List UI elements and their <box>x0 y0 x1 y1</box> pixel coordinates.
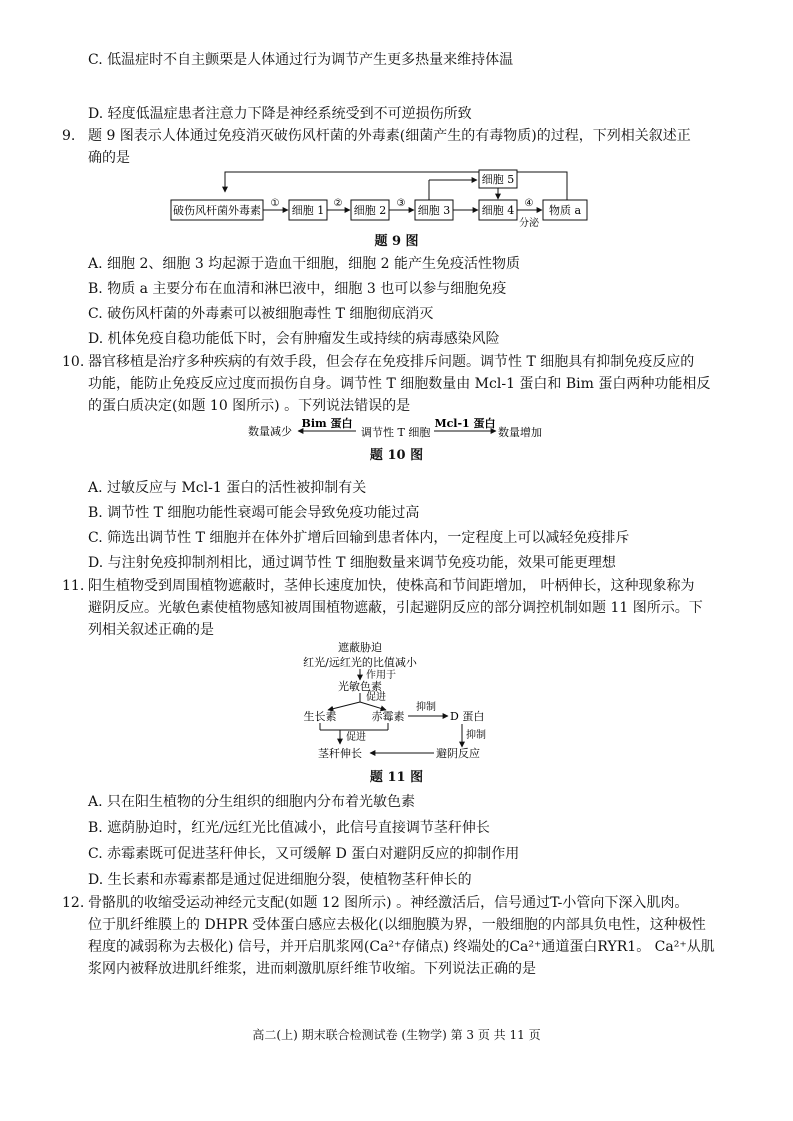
q11-stem-line2: 避阴反应。光敏色素使植物感知被周围植物遮蔽，引起避阴反应的部分调控机制如题 11 图所示。下 <box>88 600 703 616</box>
q12-number: 12. <box>62 895 85 911</box>
q10-figure-caption: 题 10 图 <box>369 448 424 463</box>
q8-option-c: C. 低温症时不自主颤栗是人体通过行为调节产生更多热量来维持体温 <box>88 52 514 68</box>
q9-substance-label: 物质 a <box>548 204 582 217</box>
q9-cell2-label: 细胞 2 <box>353 204 387 217</box>
q9-option-c: C. 破伤风杆菌的外毒素可以被细胞毒性 T 细胞彻底消灭 <box>88 306 434 322</box>
q12-stem-line2: 位于肌纤维膜上的 DHPR 受体蛋白感应去极化(以细胞膜为界，一般细胞的内部具负电性，这种极性 <box>88 917 706 933</box>
q9-option-b: B. 物质 a 主要分布在血清和淋巴液中，细胞 3 也可以参与细胞免疫 <box>88 281 507 297</box>
q12-stem-line1: 骨骼肌的收缩受运动神经元支配(如题 12 图所示) 。神经激活后，信号通过T-小管向下深入肌肉。 <box>88 895 689 911</box>
q11-option-c: C. 赤霉素既可促进茎秆伸长，又可缓解 D 蛋白对避阴反应的抑制作用 <box>88 846 520 862</box>
q9-diagram <box>165 168 605 230</box>
q11-number: 11. <box>62 578 85 594</box>
q10-mcl-label: Mcl-1 蛋白 <box>434 417 496 430</box>
q9-number: 9. <box>62 128 76 144</box>
q10-option-c: C. 筛选出调节性 T 细胞并在体外扩增后回输到患者体内，一定程度上可以减轻免疫排斥 <box>88 530 630 546</box>
q8-option-d: D. 轻度低温症患者注意力下降是神经系统受到不可逆损伤所致 <box>88 106 472 122</box>
q9-step3: ③ <box>396 198 406 209</box>
q10-stem-line3: 的蛋白质决定(如题 10 图所示) 。下列说法错误的是 <box>88 398 411 414</box>
q10-increase-label: 数量增加 <box>498 426 542 439</box>
q9-figure-caption: 题 9 图 <box>374 234 419 249</box>
page-footer: 高二(上) 期末联合检测试卷 (生物学) 第 3 页 共 11 页 <box>252 1028 541 1042</box>
q11-promote1-label: 促进 <box>366 692 386 703</box>
q9-option-d: D. 机体免疫自稳功能低下时，会有肿瘤发生或持续的病毒感染风险 <box>88 331 500 347</box>
q9-secrete-label: 分泌 <box>519 218 539 229</box>
q11-acts-label: 作用于 <box>366 670 396 681</box>
q11-stem-line3: 列相关叙述正确的是 <box>88 622 214 638</box>
q11-promote2-label: 促进 <box>346 732 366 743</box>
q9-step2: ② <box>333 198 343 209</box>
q9-step4: ④ <box>524 198 534 209</box>
q10-bim-label: Bim 蛋白 <box>301 417 353 430</box>
q11-shade-label: 遮蔽胁迫 <box>338 641 382 654</box>
q10-decrease-label: 数量减少 <box>248 425 292 438</box>
q11-option-a: A. 只在阳生植物的分生组织的细胞内分布着光敏色素 <box>88 794 416 810</box>
q11-inhibit1-label: 抑制 <box>416 702 436 713</box>
q11-figure-caption: 题 11 图 <box>369 770 424 785</box>
q11-option-d: D. 生长素和赤霉素都是通过促进细胞分裂，使植物茎秆伸长的 <box>88 872 472 888</box>
q11-stem-line1: 阳生植物受到周围植物遮蔽时，茎伸长速度加快，使株高和节间距增加， 叶柄伸长，这种现象称为 <box>88 578 695 594</box>
q11-ga-label: 赤霉素 <box>371 710 405 723</box>
q10-stem-line2: 功能，能防止免疫反应过度而损伤自身。调节性 T 细胞数量由 Mcl-1 蛋白和 Bim 蛋白两种功能相反 <box>88 376 711 392</box>
q9-cell5-label: 细胞 5 <box>481 173 515 186</box>
q11-ratio-label: 红光/远红光的比值减小 <box>303 656 417 669</box>
q12-stem-line4: 浆网内被释放进肌纤维浆，进而刺激肌原纤维节收缩。下列说法正确的是 <box>88 961 536 977</box>
q9-step1: ① <box>270 198 280 209</box>
q9-cell3-label: 细胞 3 <box>417 204 451 217</box>
q9-stem-line1: 题 9 图表示人体通过免疫消灭破伤风杆菌的外毒素(细菌产生的有毒物质)的过程，下列相关叙述正 <box>88 128 691 144</box>
q11-option-b: B. 遮荫胁迫时，红光/远红光比值减小，此信号直接调节茎秆伸长 <box>88 820 490 836</box>
q9-option-a: A. 细胞 2、细胞 3 均起源于造血干细胞，细胞 2 能产生免疫活性物质 <box>88 256 520 272</box>
q10-option-b: B. 调节性 T 细胞功能性衰竭可能会导致免疫功能过高 <box>88 505 420 521</box>
q11-stem-label: 茎秆伸长 <box>318 747 362 760</box>
q11-shade-response-label: 避阴反应 <box>436 747 480 760</box>
q11-phyto-label: 光敏色素 <box>338 680 382 693</box>
q12-stem-line3: 程度的减弱称为去极化) 信号，并开启肌浆网(Ca²⁺存储点) 终端处的Ca²⁺通道蛋白RYR1。 Ca²⁺从肌 <box>88 939 715 955</box>
q11-auxin-label: 生长素 <box>303 710 337 723</box>
q10-stem-line1: 器官移植是治疗多种疾病的有效手段，但会存在免疫排斥问题。调节性 T 细胞具有抑制免疫反应的 <box>88 354 695 370</box>
q11-diagram <box>300 640 510 764</box>
q10-treg-label: 调节性 T 细胞 <box>361 426 431 439</box>
q9-cell1-label: 细胞 1 <box>291 204 325 217</box>
q10-number: 10. <box>62 354 85 370</box>
q9-stem-line2: 确的是 <box>88 150 130 166</box>
q10-option-d: D. 与注射免疫抑制剂相比，通过调节性 T 细胞数量来调节免疫功能，效果可能更理想 <box>88 555 616 571</box>
q9-toxin-label: 破伤风杆菌外毒素 <box>173 204 261 217</box>
q10-diagram <box>246 416 556 442</box>
q9-cell4-label: 细胞 4 <box>481 204 515 217</box>
q11-inhibit2-label: 抑制 <box>466 730 486 741</box>
q10-option-a: A. 过敏反应与 Mcl-1 蛋白的活性被抑制有关 <box>88 480 367 496</box>
q11-dprotein-label: D 蛋白 <box>450 710 485 723</box>
